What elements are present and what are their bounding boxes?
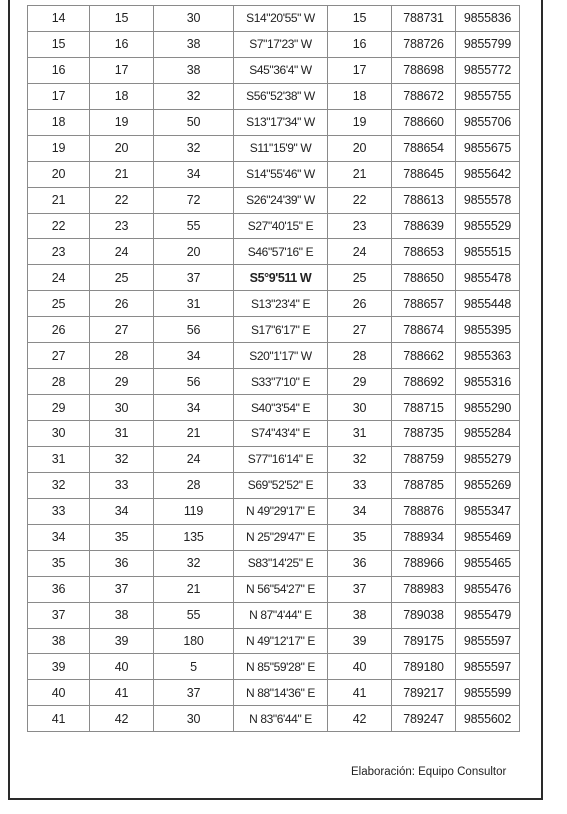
cell-east-coordinate: 788650 <box>392 265 456 291</box>
cell-distance: 55 <box>154 213 234 239</box>
cell-vertex: 38 <box>328 602 392 628</box>
cell-vertex: 30 <box>328 395 392 421</box>
cell-vertex: 36 <box>328 550 392 576</box>
cell-to-vertex: 15 <box>90 6 154 32</box>
table-row <box>28 31 520 57</box>
credit-note: Elaboración: Equipo Consultor <box>351 766 507 778</box>
cell-from-vertex: 16 <box>28 57 90 83</box>
cell-distance: 34 <box>154 395 234 421</box>
cell-east-coordinate: 789038 <box>392 602 456 628</box>
cell-east-coordinate: 788759 <box>392 446 456 472</box>
cell-east-coordinate: 788876 <box>392 498 456 524</box>
cell-to-vertex: 36 <box>90 550 154 576</box>
table-row <box>28 524 520 550</box>
table-row <box>28 6 520 32</box>
cell-vertex: 33 <box>328 472 392 498</box>
cell-north-coordinate: 9855597 <box>456 654 520 680</box>
cell-distance: 30 <box>154 6 234 32</box>
cell-distance: 37 <box>154 265 234 291</box>
cell-from-vertex: 27 <box>28 343 90 369</box>
cell-east-coordinate: 788674 <box>392 317 456 343</box>
cell-from-vertex: 20 <box>28 161 90 187</box>
cell-distance: 31 <box>154 291 234 317</box>
cell-east-coordinate: 788726 <box>392 31 456 57</box>
cell-bearing: S77"16'14" E <box>234 446 328 472</box>
table-row <box>28 317 520 343</box>
cell-north-coordinate: 9855515 <box>456 239 520 265</box>
cell-distance: 38 <box>154 57 234 83</box>
cell-to-vertex: 27 <box>90 317 154 343</box>
cell-from-vertex: 33 <box>28 498 90 524</box>
cell-from-vertex: 30 <box>28 421 90 447</box>
cell-bearing: N 88"14'36" E <box>234 680 328 706</box>
cell-from-vertex: 36 <box>28 576 90 602</box>
cell-vertex: 41 <box>328 680 392 706</box>
cell-vertex: 18 <box>328 83 392 109</box>
cell-vertex: 32 <box>328 446 392 472</box>
table-row <box>28 472 520 498</box>
cell-to-vertex: 37 <box>90 576 154 602</box>
table-row <box>28 265 520 291</box>
table-row <box>28 550 520 576</box>
cell-north-coordinate: 9855642 <box>456 161 520 187</box>
cell-vertex: 17 <box>328 57 392 83</box>
cell-vertex: 42 <box>328 706 392 732</box>
cell-vertex: 37 <box>328 576 392 602</box>
cell-from-vertex: 23 <box>28 239 90 265</box>
cell-to-vertex: 22 <box>90 187 154 213</box>
cell-north-coordinate: 9855836 <box>456 6 520 32</box>
cell-to-vertex: 25 <box>90 265 154 291</box>
cell-vertex: 34 <box>328 498 392 524</box>
cell-north-coordinate: 9855597 <box>456 628 520 654</box>
cell-east-coordinate: 788698 <box>392 57 456 83</box>
cell-east-coordinate: 788660 <box>392 109 456 135</box>
cell-north-coordinate: 9855478 <box>456 265 520 291</box>
cell-east-coordinate: 788715 <box>392 395 456 421</box>
cell-distance: 21 <box>154 576 234 602</box>
cell-east-coordinate: 789247 <box>392 706 456 732</box>
cell-from-vertex: 41 <box>28 706 90 732</box>
cell-bearing: S14"20'55" W <box>234 6 328 32</box>
cell-bearing: S46"57'16" E <box>234 239 328 265</box>
cell-east-coordinate: 788654 <box>392 135 456 161</box>
cell-distance: 30 <box>154 706 234 732</box>
cell-bearing: S27"40'15" E <box>234 213 328 239</box>
cell-vertex: 23 <box>328 213 392 239</box>
cell-north-coordinate: 9855290 <box>456 395 520 421</box>
cell-distance: 50 <box>154 109 234 135</box>
table-row <box>28 239 520 265</box>
cell-from-vertex: 17 <box>28 83 90 109</box>
cell-distance: 56 <box>154 369 234 395</box>
cell-distance: 55 <box>154 602 234 628</box>
table-row <box>28 57 520 83</box>
cell-to-vertex: 17 <box>90 57 154 83</box>
cell-bearing: S74"43'4" E <box>234 421 328 447</box>
cell-north-coordinate: 9855799 <box>456 31 520 57</box>
cell-north-coordinate: 9855772 <box>456 57 520 83</box>
cell-to-vertex: 42 <box>90 706 154 732</box>
cell-east-coordinate: 788934 <box>392 524 456 550</box>
table-row <box>28 446 520 472</box>
cell-north-coordinate: 9855476 <box>456 576 520 602</box>
table-row <box>28 654 520 680</box>
cell-vertex: 40 <box>328 654 392 680</box>
cell-distance: 21 <box>154 421 234 447</box>
table-row <box>28 187 520 213</box>
cell-east-coordinate: 789217 <box>392 680 456 706</box>
cell-north-coordinate: 9855395 <box>456 317 520 343</box>
cell-distance: 119 <box>154 498 234 524</box>
cell-north-coordinate: 9855479 <box>456 602 520 628</box>
cell-from-vertex: 29 <box>28 395 90 421</box>
cell-east-coordinate: 788645 <box>392 161 456 187</box>
cell-bearing: S69"52'52" E <box>234 472 328 498</box>
cell-from-vertex: 26 <box>28 317 90 343</box>
cell-distance: 180 <box>154 628 234 654</box>
cell-bearing: S7"17'23" W <box>234 31 328 57</box>
table-row <box>28 602 520 628</box>
cell-distance: 5 <box>154 654 234 680</box>
cell-to-vertex: 39 <box>90 628 154 654</box>
cell-from-vertex: 22 <box>28 213 90 239</box>
cell-from-vertex: 25 <box>28 291 90 317</box>
table-row <box>28 135 520 161</box>
cell-bearing: S11"15'9" W <box>234 135 328 161</box>
cell-distance: 37 <box>154 680 234 706</box>
cell-to-vertex: 23 <box>90 213 154 239</box>
cell-east-coordinate: 788657 <box>392 291 456 317</box>
cell-east-coordinate: 788653 <box>392 239 456 265</box>
cell-bearing: S13"23'4" E <box>234 291 328 317</box>
cell-from-vertex: 39 <box>28 654 90 680</box>
table-row <box>28 369 520 395</box>
cell-distance: 32 <box>154 135 234 161</box>
table-row <box>28 706 520 732</box>
cell-east-coordinate: 788613 <box>392 187 456 213</box>
cell-to-vertex: 19 <box>90 109 154 135</box>
cell-north-coordinate: 9855578 <box>456 187 520 213</box>
table-row <box>28 161 520 187</box>
cell-east-coordinate: 789180 <box>392 654 456 680</box>
cell-vertex: 25 <box>328 265 392 291</box>
cell-from-vertex: 18 <box>28 109 90 135</box>
cell-to-vertex: 30 <box>90 395 154 421</box>
cell-to-vertex: 34 <box>90 498 154 524</box>
cell-north-coordinate: 9855706 <box>456 109 520 135</box>
cell-vertex: 20 <box>328 135 392 161</box>
cell-distance: 32 <box>154 83 234 109</box>
cell-vertex: 24 <box>328 239 392 265</box>
cell-distance: 32 <box>154 550 234 576</box>
cell-bearing: N 87"4'44" E <box>234 602 328 628</box>
cell-vertex: 28 <box>328 343 392 369</box>
cell-to-vertex: 16 <box>90 31 154 57</box>
table-row <box>28 343 520 369</box>
cell-vertex: 16 <box>328 31 392 57</box>
table-row <box>28 395 520 421</box>
cell-from-vertex: 15 <box>28 31 90 57</box>
table-row <box>28 83 520 109</box>
cell-distance: 28 <box>154 472 234 498</box>
cell-north-coordinate: 9855279 <box>456 446 520 472</box>
cell-bearing: S17"6'17" E <box>234 317 328 343</box>
cell-from-vertex: 24 <box>28 265 90 291</box>
cell-north-coordinate: 9855469 <box>456 524 520 550</box>
cell-north-coordinate: 9855448 <box>456 291 520 317</box>
cell-north-coordinate: 9855363 <box>456 343 520 369</box>
cell-bearing: S14"55'46" W <box>234 161 328 187</box>
cell-from-vertex: 32 <box>28 472 90 498</box>
cell-east-coordinate: 788735 <box>392 421 456 447</box>
cell-east-coordinate: 788966 <box>392 550 456 576</box>
survey-table <box>27 5 520 732</box>
cell-bearing: S20"1'17" W <box>234 343 328 369</box>
cell-from-vertex: 21 <box>28 187 90 213</box>
cell-north-coordinate: 9855284 <box>456 421 520 447</box>
cell-bearing: S33"7'10" E <box>234 369 328 395</box>
cell-from-vertex: 28 <box>28 369 90 395</box>
cell-distance: 24 <box>154 446 234 472</box>
cell-east-coordinate: 789175 <box>392 628 456 654</box>
cell-vertex: 15 <box>328 6 392 32</box>
cell-from-vertex: 38 <box>28 628 90 654</box>
cell-north-coordinate: 9855347 <box>456 498 520 524</box>
cell-to-vertex: 24 <box>90 239 154 265</box>
cell-to-vertex: 29 <box>90 369 154 395</box>
cell-north-coordinate: 9855316 <box>456 369 520 395</box>
cell-bearing: N 25"29'47" E <box>234 524 328 550</box>
cell-to-vertex: 26 <box>90 291 154 317</box>
table-row <box>28 291 520 317</box>
cell-bearing: N 83"6'44" E <box>234 706 328 732</box>
cell-to-vertex: 31 <box>90 421 154 447</box>
cell-to-vertex: 35 <box>90 524 154 550</box>
cell-north-coordinate: 9855529 <box>456 213 520 239</box>
cell-vertex: 19 <box>328 109 392 135</box>
cell-distance: 72 <box>154 187 234 213</box>
table-row <box>28 628 520 654</box>
table-row <box>28 109 520 135</box>
cell-vertex: 31 <box>328 421 392 447</box>
cell-north-coordinate: 9855755 <box>456 83 520 109</box>
cell-to-vertex: 20 <box>90 135 154 161</box>
table-row <box>28 498 520 524</box>
cell-bearing: S83"14'25" E <box>234 550 328 576</box>
cell-vertex: 22 <box>328 187 392 213</box>
cell-to-vertex: 21 <box>90 161 154 187</box>
cell-north-coordinate: 9855602 <box>456 706 520 732</box>
table-row <box>28 576 520 602</box>
cell-to-vertex: 38 <box>90 602 154 628</box>
cell-to-vertex: 32 <box>90 446 154 472</box>
cell-east-coordinate: 788983 <box>392 576 456 602</box>
cell-vertex: 35 <box>328 524 392 550</box>
cell-bearing: S26"24'39" W <box>234 187 328 213</box>
cell-distance: 56 <box>154 317 234 343</box>
cell-bearing: N 56"54'27" E <box>234 576 328 602</box>
cell-from-vertex: 40 <box>28 680 90 706</box>
cell-bearing: S45"36'4" W <box>234 57 328 83</box>
cell-east-coordinate: 788639 <box>392 213 456 239</box>
cell-north-coordinate: 9855465 <box>456 550 520 576</box>
cell-from-vertex: 37 <box>28 602 90 628</box>
cell-bearing: S5°9'511 W <box>234 265 328 291</box>
table-row <box>28 680 520 706</box>
cell-distance: 38 <box>154 31 234 57</box>
cell-bearing: S56"52'38" W <box>234 83 328 109</box>
cell-distance: 20 <box>154 239 234 265</box>
cell-to-vertex: 28 <box>90 343 154 369</box>
cell-from-vertex: 35 <box>28 550 90 576</box>
cell-to-vertex: 33 <box>90 472 154 498</box>
table-row <box>28 213 520 239</box>
cell-bearing: N 49"12'17" E <box>234 628 328 654</box>
cell-east-coordinate: 788731 <box>392 6 456 32</box>
cell-north-coordinate: 9855269 <box>456 472 520 498</box>
cell-bearing: N 49"29'17" E <box>234 498 328 524</box>
cell-bearing: N 85"59'28" E <box>234 654 328 680</box>
cell-north-coordinate: 9855675 <box>456 135 520 161</box>
cell-vertex: 21 <box>328 161 392 187</box>
cell-to-vertex: 18 <box>90 83 154 109</box>
cell-bearing: S40"3'54" E <box>234 395 328 421</box>
survey-table-body <box>28 6 520 732</box>
table-row <box>28 421 520 447</box>
cell-north-coordinate: 9855599 <box>456 680 520 706</box>
cell-vertex: 39 <box>328 628 392 654</box>
cell-vertex: 26 <box>328 291 392 317</box>
cell-vertex: 27 <box>328 317 392 343</box>
cell-vertex: 29 <box>328 369 392 395</box>
cell-to-vertex: 40 <box>90 654 154 680</box>
cell-east-coordinate: 788692 <box>392 369 456 395</box>
cell-to-vertex: 41 <box>90 680 154 706</box>
cell-from-vertex: 19 <box>28 135 90 161</box>
cell-distance: 34 <box>154 343 234 369</box>
cell-distance: 34 <box>154 161 234 187</box>
cell-east-coordinate: 788662 <box>392 343 456 369</box>
cell-from-vertex: 14 <box>28 6 90 32</box>
cell-east-coordinate: 788672 <box>392 83 456 109</box>
cell-distance: 135 <box>154 524 234 550</box>
cell-east-coordinate: 788785 <box>392 472 456 498</box>
cell-from-vertex: 31 <box>28 446 90 472</box>
cell-bearing: S13"17'34" W <box>234 109 328 135</box>
cell-from-vertex: 34 <box>28 524 90 550</box>
